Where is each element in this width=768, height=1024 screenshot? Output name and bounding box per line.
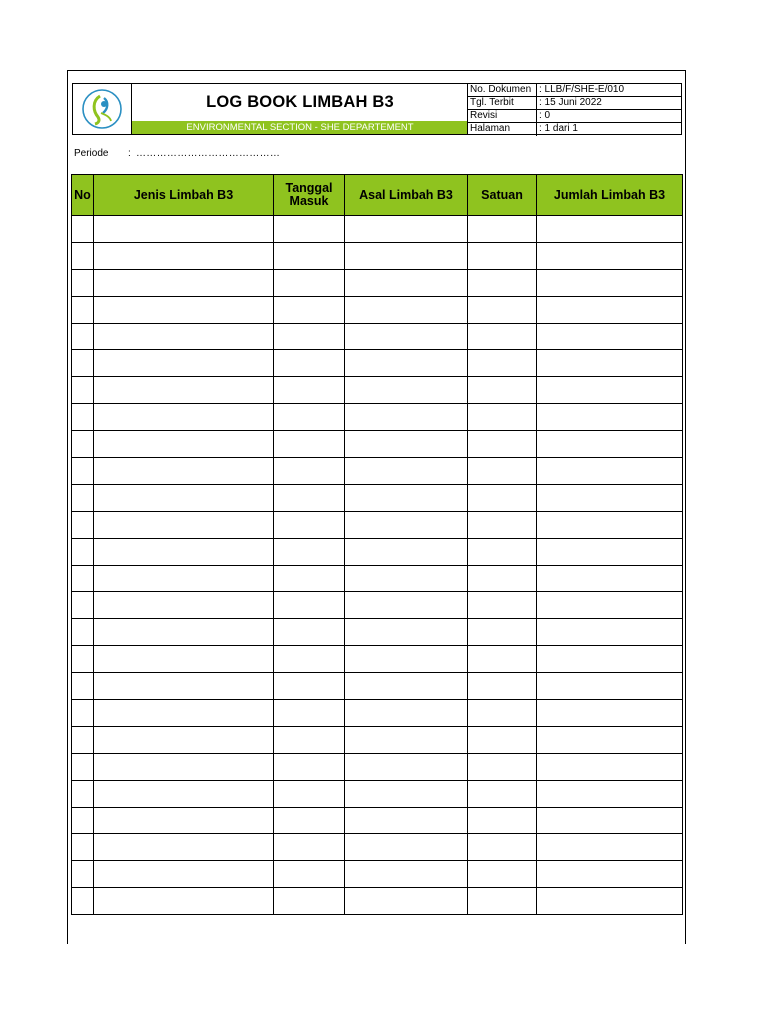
cell-no[interactable]: [72, 458, 94, 485]
page-border-top: [67, 70, 685, 71]
cell-no[interactable]: [72, 216, 94, 243]
column-header-unit: Satuan: [468, 175, 537, 216]
cell-waste-type[interactable]: [94, 242, 274, 269]
cell-waste-origin[interactable]: [345, 646, 468, 673]
table-row: [72, 780, 683, 807]
cell-entry-date[interactable]: [274, 646, 345, 673]
periode-colon: :: [128, 148, 131, 159]
cell-no[interactable]: [72, 646, 94, 673]
cell-waste-amount[interactable]: [537, 484, 683, 511]
cell-waste-origin[interactable]: [345, 861, 468, 888]
cell-waste-type[interactable]: [94, 700, 274, 727]
meta-row-page: [468, 123, 681, 136]
table-row: [72, 753, 683, 780]
meta-label: Halaman: [470, 123, 511, 134]
cell-waste-amount[interactable]: [537, 216, 683, 243]
column-header-waste-origin: Asal Limbah B3: [345, 175, 468, 216]
cell-no[interactable]: [72, 726, 94, 753]
cell-entry-date[interactable]: [274, 834, 345, 861]
cell-entry-date[interactable]: [274, 888, 345, 915]
cell-waste-amount[interactable]: [537, 242, 683, 269]
cell-waste-amount[interactable]: [537, 458, 683, 485]
company-logo-icon: [80, 87, 124, 131]
cell-unit[interactable]: [468, 646, 537, 673]
cell-unit[interactable]: [468, 807, 537, 834]
cell-waste-type[interactable]: [94, 538, 274, 565]
table-row: [72, 216, 683, 243]
cell-waste-type[interactable]: [94, 565, 274, 592]
cell-waste-origin[interactable]: [345, 619, 468, 646]
cell-waste-amount[interactable]: [537, 323, 683, 350]
cell-waste-amount[interactable]: [537, 807, 683, 834]
table-row: [72, 350, 683, 377]
meta-value: : 0: [539, 110, 551, 121]
cell-entry-date[interactable]: [274, 350, 345, 377]
table-row: [72, 726, 683, 753]
meta-value: : 15 Juni 2022: [539, 97, 602, 108]
table-row: [72, 431, 683, 458]
cell-entry-date[interactable]: [274, 323, 345, 350]
cell-entry-date[interactable]: [274, 296, 345, 323]
cell-no[interactable]: [72, 511, 94, 538]
table-row: [72, 242, 683, 269]
cell-waste-origin[interactable]: [345, 538, 468, 565]
page-border-left: [67, 70, 68, 944]
meta-label: No. Dokumen: [470, 84, 532, 95]
cell-waste-type[interactable]: [94, 807, 274, 834]
document-header: [72, 83, 682, 136]
cell-waste-type[interactable]: [94, 404, 274, 431]
cell-waste-amount[interactable]: [537, 296, 683, 323]
table-row: [72, 592, 683, 619]
cell-waste-amount[interactable]: [537, 780, 683, 807]
cell-waste-type[interactable]: [94, 619, 274, 646]
cell-entry-date[interactable]: [274, 484, 345, 511]
cell-waste-origin[interactable]: [345, 673, 468, 700]
periode-field[interactable]: ……………………………………: [136, 148, 281, 159]
cell-waste-amount[interactable]: [537, 888, 683, 915]
cell-unit[interactable]: [468, 242, 537, 269]
column-header-waste-type: Jenis Limbah B3: [94, 175, 274, 216]
cell-unit[interactable]: [468, 592, 537, 619]
cell-waste-origin[interactable]: [345, 807, 468, 834]
cell-no[interactable]: [72, 431, 94, 458]
cell-waste-origin[interactable]: [345, 216, 468, 243]
cell-unit[interactable]: [468, 780, 537, 807]
cell-waste-type[interactable]: [94, 216, 274, 243]
cell-entry-date[interactable]: [274, 565, 345, 592]
cell-waste-amount[interactable]: [537, 538, 683, 565]
department-banner: ENVIRONMENTAL SECTION - SHE DEPARTEMENT: [132, 121, 468, 134]
cell-waste-amount[interactable]: [537, 753, 683, 780]
document-meta-table: [467, 83, 682, 135]
table-row: [72, 807, 683, 834]
cell-waste-type[interactable]: [94, 646, 274, 673]
table-row: [72, 404, 683, 431]
cell-waste-origin[interactable]: [345, 484, 468, 511]
table-header-row: [72, 175, 683, 216]
logo-box: [72, 83, 132, 135]
cell-unit[interactable]: [468, 484, 537, 511]
document-title: LOG BOOK LIMBAH B3: [206, 93, 394, 111]
cell-unit[interactable]: [468, 350, 537, 377]
page-border-right: [685, 70, 686, 944]
cell-waste-origin[interactable]: [345, 726, 468, 753]
cell-waste-origin[interactable]: [345, 753, 468, 780]
cell-waste-type[interactable]: [94, 726, 274, 753]
cell-waste-amount[interactable]: [537, 673, 683, 700]
cell-waste-type[interactable]: [94, 511, 274, 538]
cell-waste-origin[interactable]: [345, 888, 468, 915]
cell-unit[interactable]: [468, 458, 537, 485]
cell-waste-type[interactable]: [94, 753, 274, 780]
cell-unit[interactable]: [468, 511, 537, 538]
cell-waste-type[interactable]: [94, 323, 274, 350]
cell-no[interactable]: [72, 700, 94, 727]
cell-entry-date[interactable]: [274, 753, 345, 780]
cell-entry-date[interactable]: [274, 861, 345, 888]
cell-no[interactable]: [72, 404, 94, 431]
cell-waste-type[interactable]: [94, 673, 274, 700]
table-row: [72, 565, 683, 592]
cell-entry-date[interactable]: [274, 242, 345, 269]
periode-label: Periode: [74, 148, 109, 159]
cell-waste-type[interactable]: [94, 350, 274, 377]
cell-waste-origin[interactable]: [345, 404, 468, 431]
cell-no[interactable]: [72, 753, 94, 780]
cell-waste-amount[interactable]: [537, 834, 683, 861]
table-row: [72, 888, 683, 915]
column-header-no: No: [72, 175, 94, 216]
cell-no[interactable]: [72, 673, 94, 700]
cell-unit[interactable]: [468, 296, 537, 323]
cell-entry-date[interactable]: [274, 673, 345, 700]
cell-no[interactable]: [72, 484, 94, 511]
table-row: [72, 458, 683, 485]
cell-waste-origin[interactable]: [345, 780, 468, 807]
cell-waste-type[interactable]: [94, 834, 274, 861]
cell-waste-amount[interactable]: [537, 511, 683, 538]
cell-no[interactable]: [72, 780, 94, 807]
cell-waste-origin[interactable]: [345, 592, 468, 619]
cell-waste-type[interactable]: [94, 377, 274, 404]
cell-unit[interactable]: [468, 431, 537, 458]
cell-waste-amount[interactable]: [537, 565, 683, 592]
cell-waste-type[interactable]: [94, 888, 274, 915]
cell-unit[interactable]: [468, 673, 537, 700]
table-row: [72, 673, 683, 700]
table-row: [72, 269, 683, 296]
cell-no[interactable]: [72, 538, 94, 565]
meta-value: : 1 dari 1: [539, 123, 578, 134]
cell-waste-type[interactable]: [94, 780, 274, 807]
title-box: [132, 83, 468, 135]
cell-entry-date[interactable]: [274, 780, 345, 807]
cell-entry-date[interactable]: [274, 216, 345, 243]
table-body: [72, 216, 683, 915]
table-row: [72, 619, 683, 646]
cell-waste-amount[interactable]: [537, 646, 683, 673]
cell-entry-date[interactable]: [274, 431, 345, 458]
cell-unit[interactable]: [468, 753, 537, 780]
cell-entry-date[interactable]: [274, 269, 345, 296]
cell-unit[interactable]: [468, 861, 537, 888]
cell-entry-date[interactable]: [274, 700, 345, 727]
cell-entry-date[interactable]: [274, 592, 345, 619]
cell-entry-date[interactable]: [274, 538, 345, 565]
cell-waste-origin[interactable]: [345, 431, 468, 458]
cell-unit[interactable]: [468, 216, 537, 243]
cell-waste-type[interactable]: [94, 458, 274, 485]
cell-unit[interactable]: [468, 538, 537, 565]
cell-waste-type[interactable]: [94, 861, 274, 888]
cell-waste-amount[interactable]: [537, 726, 683, 753]
cell-waste-origin[interactable]: [345, 296, 468, 323]
cell-waste-origin[interactable]: [345, 350, 468, 377]
table-row: [72, 834, 683, 861]
cell-no[interactable]: [72, 592, 94, 619]
meta-label: Tgl. Terbit: [470, 97, 514, 108]
cell-no[interactable]: [72, 377, 94, 404]
meta-row-revision: [468, 110, 681, 123]
cell-waste-amount[interactable]: [537, 404, 683, 431]
cell-waste-amount[interactable]: [537, 350, 683, 377]
column-header-waste-amount: Jumlah Limbah B3: [537, 175, 683, 216]
cell-unit[interactable]: [468, 377, 537, 404]
cell-no[interactable]: [72, 323, 94, 350]
cell-no[interactable]: [72, 807, 94, 834]
cell-waste-amount[interactable]: [537, 431, 683, 458]
cell-no[interactable]: [72, 296, 94, 323]
cell-waste-origin[interactable]: [345, 458, 468, 485]
cell-waste-origin[interactable]: [345, 323, 468, 350]
cell-waste-type[interactable]: [94, 592, 274, 619]
table-row: [72, 538, 683, 565]
cell-entry-date[interactable]: [274, 807, 345, 834]
cell-unit[interactable]: [468, 565, 537, 592]
cell-waste-amount[interactable]: [537, 700, 683, 727]
table-row: [72, 296, 683, 323]
cell-waste-type[interactable]: [94, 296, 274, 323]
cell-unit[interactable]: [468, 888, 537, 915]
table-row: [72, 511, 683, 538]
cell-no[interactable]: [72, 888, 94, 915]
meta-label: Revisi: [470, 110, 498, 121]
cell-waste-origin[interactable]: [345, 377, 468, 404]
cell-waste-type[interactable]: [94, 431, 274, 458]
cell-unit[interactable]: [468, 834, 537, 861]
meta-value: : LLB/F/SHE-E/010: [539, 84, 625, 95]
meta-row-issue-date: [468, 97, 681, 110]
cell-no[interactable]: [72, 565, 94, 592]
cell-entry-date[interactable]: [274, 511, 345, 538]
table-row: [72, 377, 683, 404]
cell-no[interactable]: [72, 834, 94, 861]
table-row: [72, 861, 683, 888]
table-row: [72, 484, 683, 511]
cell-no[interactable]: [72, 269, 94, 296]
cell-waste-type[interactable]: [94, 484, 274, 511]
cell-unit[interactable]: [468, 269, 537, 296]
cell-waste-amount[interactable]: [537, 269, 683, 296]
cell-unit[interactable]: [468, 619, 537, 646]
meta-row-document-number: [468, 84, 681, 97]
cell-waste-origin[interactable]: [345, 700, 468, 727]
cell-no[interactable]: [72, 861, 94, 888]
cell-no[interactable]: [72, 242, 94, 269]
cell-waste-origin[interactable]: [345, 834, 468, 861]
cell-no[interactable]: [72, 350, 94, 377]
cell-entry-date[interactable]: [274, 458, 345, 485]
cell-waste-amount[interactable]: [537, 861, 683, 888]
cell-unit[interactable]: [468, 700, 537, 727]
cell-no[interactable]: [72, 619, 94, 646]
cell-unit[interactable]: [468, 404, 537, 431]
cell-waste-origin[interactable]: [345, 565, 468, 592]
cell-entry-date[interactable]: [274, 726, 345, 753]
cell-waste-amount[interactable]: [537, 619, 683, 646]
cell-waste-amount[interactable]: [537, 377, 683, 404]
cell-entry-date[interactable]: [274, 377, 345, 404]
waste-log-table: [71, 174, 683, 915]
column-header-entry-date: Tanggal Masuk: [274, 175, 345, 216]
cell-entry-date[interactable]: [274, 404, 345, 431]
cell-unit[interactable]: [468, 323, 537, 350]
cell-waste-origin[interactable]: [345, 269, 468, 296]
table-row: [72, 700, 683, 727]
table-row: [72, 646, 683, 673]
cell-waste-amount[interactable]: [537, 592, 683, 619]
cell-waste-origin[interactable]: [345, 511, 468, 538]
cell-waste-type[interactable]: [94, 269, 274, 296]
cell-unit[interactable]: [468, 726, 537, 753]
table-row: [72, 323, 683, 350]
cell-waste-origin[interactable]: [345, 242, 468, 269]
cell-entry-date[interactable]: [274, 619, 345, 646]
